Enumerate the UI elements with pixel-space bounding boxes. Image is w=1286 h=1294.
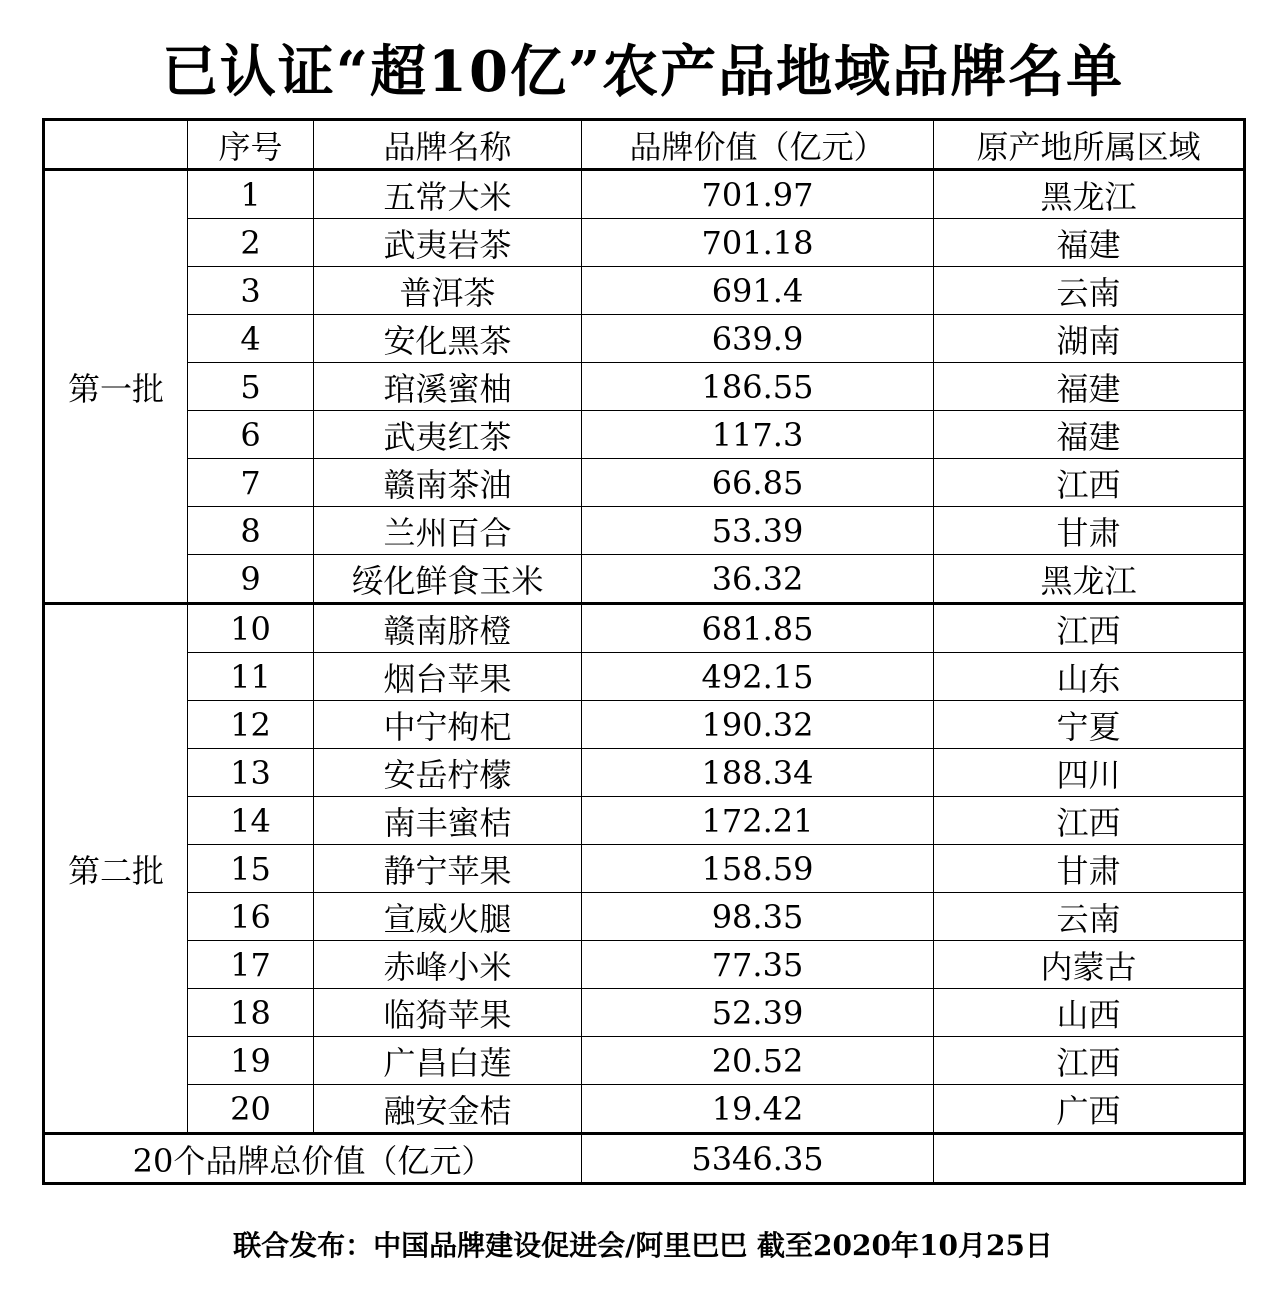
origin-region: 甘肃 [934, 845, 1245, 893]
row-number: 15 [188, 845, 314, 893]
origin-region: 云南 [934, 893, 1245, 941]
row-number: 16 [188, 893, 314, 941]
header-brand-name: 品牌名称 [314, 120, 582, 170]
origin-region: 江西 [934, 604, 1245, 653]
row-number: 19 [188, 1037, 314, 1085]
page-title: 已认证“超10亿”农产品地域品牌名单 [161, 39, 1125, 105]
origin-region: 广西 [934, 1085, 1245, 1134]
brand-value: 98.35 [582, 893, 934, 941]
brand-value: 77.35 [582, 941, 934, 989]
table-row [44, 749, 1245, 797]
brand-value: 190.32 [582, 701, 934, 749]
brand-value: 172.21 [582, 797, 934, 845]
row-number: 20 [188, 1085, 314, 1134]
header-origin-region: 原产地所属区域 [934, 120, 1245, 170]
origin-region: 云南 [934, 267, 1245, 315]
table-row [44, 170, 1245, 219]
brand-value: 66.85 [582, 459, 934, 507]
origin-region: 黑龙江 [934, 555, 1245, 604]
brand-name: 广昌白莲 [314, 1037, 582, 1085]
row-number: 8 [188, 507, 314, 555]
row-number: 14 [188, 797, 314, 845]
table-row [44, 893, 1245, 941]
brand-value: 639.9 [582, 315, 934, 363]
brand-name: 融安金桔 [314, 1085, 582, 1134]
table-body [44, 170, 1245, 1134]
row-number: 17 [188, 941, 314, 989]
table-row [44, 315, 1245, 363]
row-number: 9 [188, 555, 314, 604]
brand-value: 188.34 [582, 749, 934, 797]
total-label: 20个品牌总价值（亿元） [44, 1134, 582, 1184]
row-number: 18 [188, 989, 314, 1037]
batch-label: 第一批 [44, 170, 188, 604]
table-row [44, 845, 1245, 893]
table-row [44, 507, 1245, 555]
brand-name: 绥化鲜食玉米 [314, 555, 582, 604]
table-row [44, 1085, 1245, 1134]
brand-value: 691.4 [582, 267, 934, 315]
origin-region: 山东 [934, 653, 1245, 701]
table-row [44, 604, 1245, 653]
table-row [44, 701, 1245, 749]
brand-value: 492.15 [582, 653, 934, 701]
brand-name: 普洱茶 [314, 267, 582, 315]
origin-region: 宁夏 [934, 701, 1245, 749]
brand-value: 701.97 [582, 170, 934, 219]
origin-region: 甘肃 [934, 507, 1245, 555]
header-batch [44, 120, 188, 170]
row-number: 1 [188, 170, 314, 219]
brand-name: 武夷红茶 [314, 411, 582, 459]
header-row [44, 120, 1245, 170]
origin-region: 福建 [934, 411, 1245, 459]
table-row [44, 555, 1245, 604]
table-row [44, 989, 1245, 1037]
origin-region: 江西 [934, 459, 1245, 507]
origin-region: 山西 [934, 989, 1245, 1037]
brand-name: 南丰蜜桔 [314, 797, 582, 845]
brand-value: 701.18 [582, 219, 934, 267]
origin-region: 湖南 [934, 315, 1245, 363]
brand-name: 静宁苹果 [314, 845, 582, 893]
footer-note: 联合发布：中国品牌建设促进会/阿里巴巴 截至2020年10月25日 [233, 1229, 1053, 1262]
brand-name: 赣南茶油 [314, 459, 582, 507]
brand-name: 琯溪蜜柚 [314, 363, 582, 411]
table-row [44, 941, 1245, 989]
batch-label: 第二批 [44, 604, 188, 1134]
brand-value: 19.42 [582, 1085, 934, 1134]
row-number: 5 [188, 363, 314, 411]
total-value: 5346.35 [582, 1134, 934, 1184]
brand-table [42, 118, 1246, 1185]
origin-region: 福建 [934, 363, 1245, 411]
brand-name: 烟台苹果 [314, 653, 582, 701]
header-number: 序号 [188, 120, 314, 170]
row-number: 7 [188, 459, 314, 507]
row-number: 4 [188, 315, 314, 363]
row-number: 11 [188, 653, 314, 701]
table-total [44, 1134, 1245, 1184]
row-number: 10 [188, 604, 314, 653]
brand-name: 临猗苹果 [314, 989, 582, 1037]
total-region [934, 1134, 1245, 1184]
brand-value: 117.3 [582, 411, 934, 459]
brand-name: 宣威火腿 [314, 893, 582, 941]
origin-region: 内蒙古 [934, 941, 1245, 989]
table-row [44, 653, 1245, 701]
brand-value: 186.55 [582, 363, 934, 411]
brand-name: 兰州百合 [314, 507, 582, 555]
row-number: 13 [188, 749, 314, 797]
brand-name: 安岳柠檬 [314, 749, 582, 797]
origin-region: 江西 [934, 1037, 1245, 1085]
brand-name: 中宁枸杞 [314, 701, 582, 749]
table-row [44, 363, 1245, 411]
row-number: 6 [188, 411, 314, 459]
row-number: 3 [188, 267, 314, 315]
brand-name: 武夷岩茶 [314, 219, 582, 267]
total-row [44, 1134, 1245, 1184]
table-row [44, 267, 1245, 315]
origin-region: 福建 [934, 219, 1245, 267]
brand-value: 36.32 [582, 555, 934, 604]
brand-name: 五常大米 [314, 170, 582, 219]
origin-region: 江西 [934, 797, 1245, 845]
table-row [44, 411, 1245, 459]
brand-value: 53.39 [582, 507, 934, 555]
brand-value: 158.59 [582, 845, 934, 893]
brand-value: 52.39 [582, 989, 934, 1037]
brand-value: 681.85 [582, 604, 934, 653]
brand-value: 20.52 [582, 1037, 934, 1085]
row-number: 2 [188, 219, 314, 267]
table-row [44, 1037, 1245, 1085]
brand-name: 安化黑茶 [314, 315, 582, 363]
table-row [44, 797, 1245, 845]
brand-name: 赣南脐橙 [314, 604, 582, 653]
origin-region: 黑龙江 [934, 170, 1245, 219]
table-row [44, 219, 1245, 267]
origin-region: 四川 [934, 749, 1245, 797]
table-row [44, 459, 1245, 507]
row-number: 12 [188, 701, 314, 749]
header-brand-value: 品牌价值（亿元） [582, 120, 934, 170]
brand-name: 赤峰小米 [314, 941, 582, 989]
